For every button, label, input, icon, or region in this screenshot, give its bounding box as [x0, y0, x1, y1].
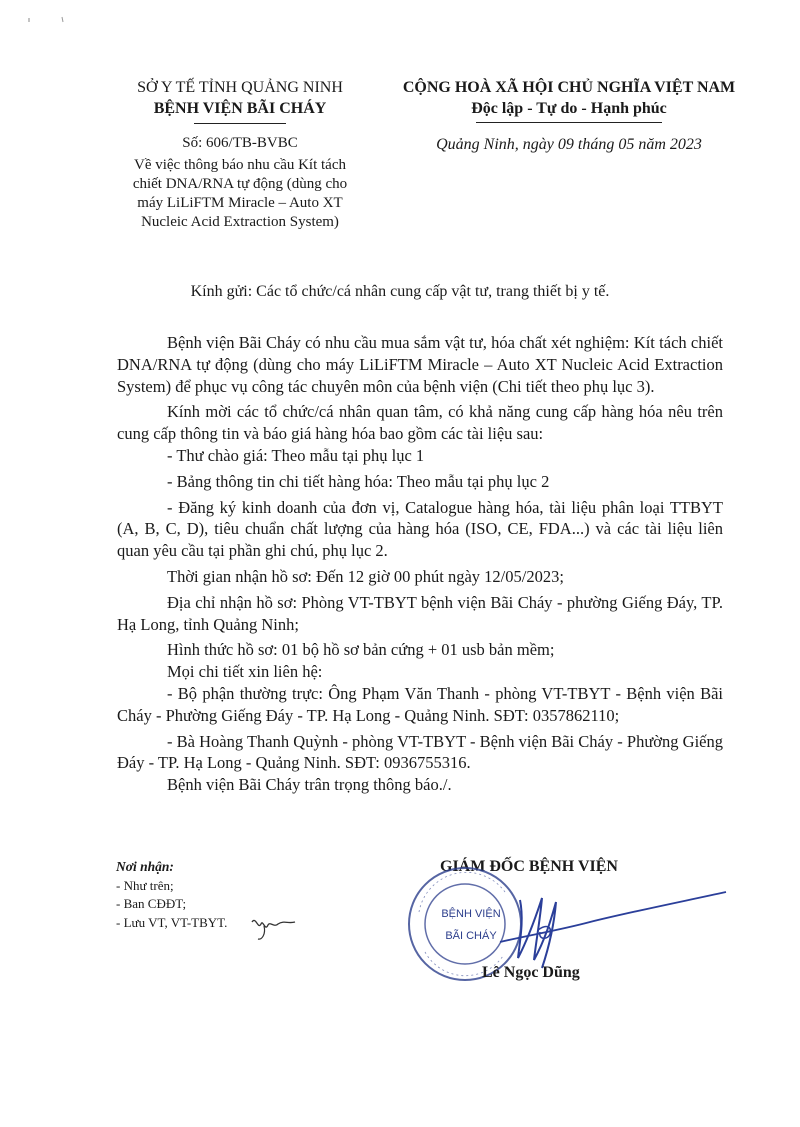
hospital-name: BỆNH VIỆN BÃI CHÁY	[153, 100, 327, 117]
recipient-item: - Lưu VT, VT-TBYT.	[116, 914, 228, 930]
recipient-item: - Như trên;	[116, 877, 174, 893]
national-title-block	[378, 78, 760, 123]
list-item-quotation: - Thư chào giá: Theo mẫu tại phụ lục 1	[167, 445, 425, 465]
director-title: GIÁM ĐỐC BỆNH VIỆN	[440, 858, 618, 875]
country-name: CỘNG HOÀ XÃ HỘI CHỦ NGHĨA VIỆT NAM	[402, 79, 736, 96]
list-item-documents: - Đăng ký kinh doanh của đơn vị, Catalogue hàng hóa, tài liệu phân loại TTBYT (A, B, C, D), tiêu chuẩn chất lượng của hàng hóa (ISO, CE, FDA...) và các tài liệu liên quan yêu cầu tại phần ghi chú, phụ lục 2.	[117, 497, 723, 561]
subject-line: máy LiLiFTM Miracle – Auto XT	[137, 195, 343, 211]
body-paragraph-invitation: Kính mời các tổ chức/cá nhân quan tâm, có khả năng cung cấp hàng hóa nêu trên cung cấp thông tin và báo giá hàng hóa bao gồm các tài liệu sau:	[117, 402, 723, 444]
list-item-product-info: - Bảng thông tin chi tiết hàng hóa: Theo mẫu tại phụ lục 2	[167, 471, 550, 491]
motto-underline	[476, 122, 662, 123]
issuer-underline	[194, 123, 286, 124]
initials-mark	[248, 912, 298, 944]
recipients-block	[116, 858, 336, 932]
signer-name: Lê Ngọc Dũng	[482, 964, 580, 981]
submission-form: Hình thức hồ sơ: 01 bộ hồ sơ bản cứng + 01 usb bản mềm;	[167, 640, 555, 660]
department-name: SỞ Y TẾ TỈNH QUẢNG NINH	[137, 79, 343, 96]
document-number: Số: 606/TB-BVBC	[182, 135, 298, 151]
stamp-text: BỆNH VIỆN	[441, 908, 501, 920]
contact-person-1: - Bộ phận thường trực: Ông Phạm Văn Thanh - phòng VT-TBYT - Bệnh viện Bãi Cháy - Phường Giếng Đáy - TP. Hạ Long - Quảng Ninh. SĐT: 0357862110;	[117, 683, 723, 725]
recipient-item: - Ban CĐĐT;	[116, 896, 187, 911]
stamp-text: BÃI CHÁY	[445, 930, 497, 942]
national-motto: Độc lập - Tự do - Hạnh phúc	[471, 100, 667, 117]
place-and-date: Quảng Ninh, ngày 09 tháng 05 năm 2023	[436, 136, 702, 153]
subject-line: Nucleic Acid Extraction System)	[141, 214, 339, 230]
signature	[490, 880, 730, 975]
scan-marks	[20, 12, 80, 32]
submission-address: Địa chỉ nhận hồ sơ: Phòng VT-TBYT bệnh viện Bãi Cháy - phường Giếng Đáy, TP. Hạ Long, tỉnh Quảng Ninh;	[117, 592, 723, 634]
subject-line: Về việc thông báo nhu cầu Kít tách	[133, 157, 346, 173]
body-paragraph-request: Bệnh viện Bãi Cháy có nhu cầu mua sắm vật tư, hóa chất xét nghiệm: Kít tách chiết DNA/RNA tự động (dùng cho máy LiLiFTM Miracle – Auto XT Nucleic Acid Extraction System) để phục vụ công tác chuyên môn của bệnh viện (Chi tiết theo phụ lục 3).	[117, 333, 723, 396]
contact-person-2: - Bà Hoàng Thanh Quỳnh - phòng VT-TBYT - Bệnh viện Bãi Cháy - Phường Giếng Đáy - TP. Hạ Long - Quảng Ninh. SĐT: 0936755316.	[117, 731, 723, 773]
subject-line: chiết DNA/RNA tự động (dùng cho	[132, 176, 348, 192]
recipients-title: Nơi nhận:	[116, 859, 174, 874]
salutation: Kính gửi: Các tổ chức/cá nhân cung cấp vật tư, trang thiết bị y tế.	[190, 283, 610, 300]
document-body	[117, 332, 723, 796]
submission-deadline: Thời gian nhận hồ sơ: Đến 12 giờ 00 phút ngày 12/05/2023;	[167, 566, 564, 586]
contact-intro: Mọi chi tiết xin liên hệ:	[167, 662, 323, 682]
closing-line: Bệnh viện Bãi Cháy trân trọng thông báo./.	[167, 775, 452, 795]
document-subject	[110, 156, 370, 232]
issuer-block	[110, 78, 370, 124]
